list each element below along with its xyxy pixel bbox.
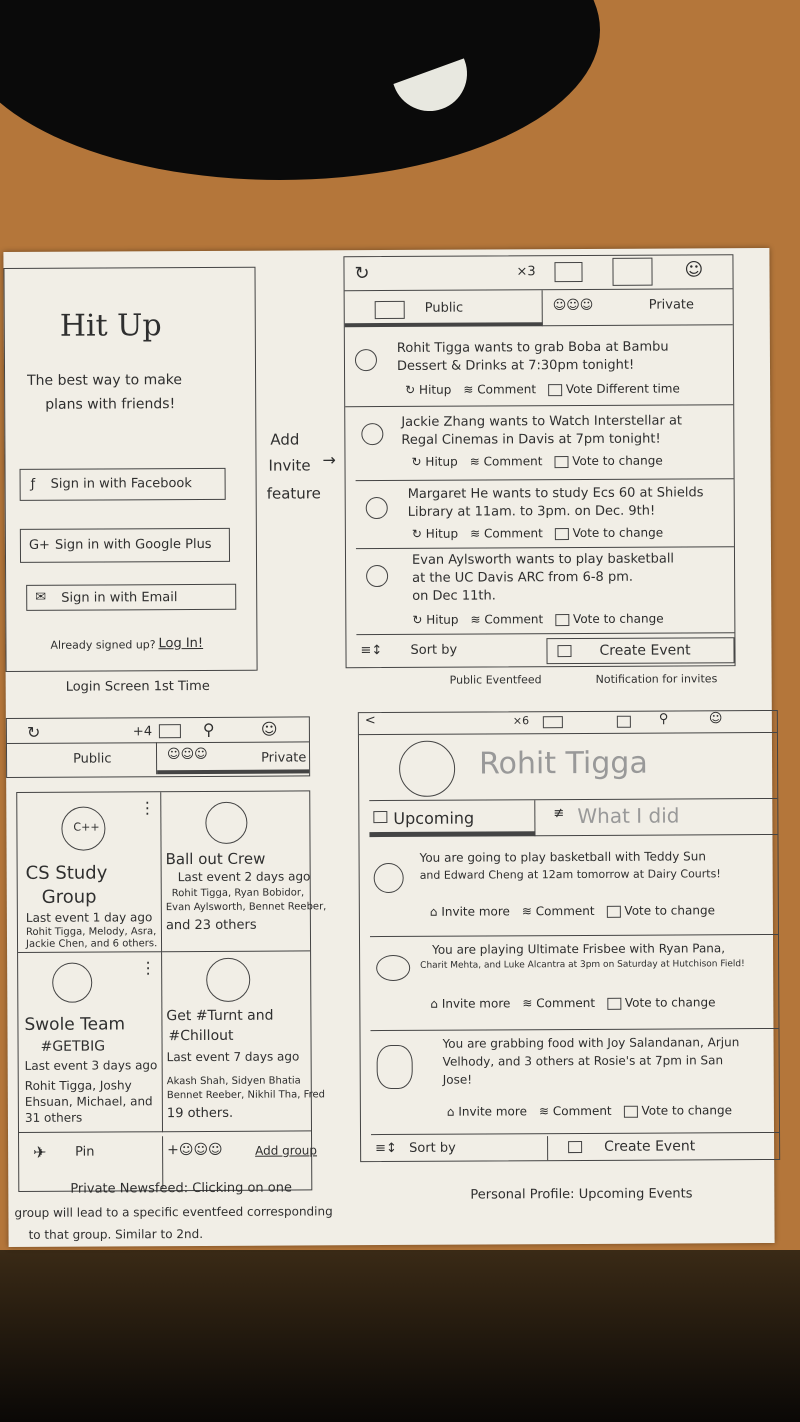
already-signed-up: Already signed up?	[50, 638, 156, 652]
invite-more-button[interactable]: ⌂ Invite more	[446, 1104, 527, 1119]
group-card[interactable]	[17, 792, 162, 953]
annotation-line-1: Add	[270, 430, 300, 449]
notification-count: +4	[132, 724, 153, 740]
sort-icon: ≡↕	[360, 643, 383, 659]
profile-caption: Personal Profile: Upcoming Events	[470, 1186, 693, 1203]
vote-button[interactable]: Vote to change	[555, 612, 663, 627]
comment-icon: ≋	[470, 612, 481, 627]
event-line-1: You are going to play basketball with Teddy Sun	[419, 849, 706, 865]
add-group-label: Add group	[255, 1143, 318, 1158]
comment-icon: ≋	[538, 1104, 550, 1119]
tab-public[interactable]	[7, 742, 157, 775]
invite-icon[interactable]	[543, 716, 563, 728]
profile-top-bar	[359, 711, 777, 735]
dumbbell-icon	[52, 963, 92, 1003]
avatar	[361, 423, 383, 445]
members-2: Bennet Reeber, Nikhil Tha, Fred	[166, 1089, 326, 1102]
last-event: Last event 7 days ago	[166, 1049, 300, 1065]
public-feed-screen	[343, 254, 735, 668]
event-line-2: Charit Mehta, and Luke Alcantra at 3pm on Saturday at Hutchison Field!	[420, 959, 745, 971]
login-caption: Login Screen 1st Time	[65, 678, 210, 695]
event-item[interactable]	[356, 549, 734, 635]
private-caption-1: Private Newsfeed: Clicking on one	[70, 1180, 293, 1197]
profile-bottom-bar	[371, 1135, 779, 1163]
last-event: Last event 3 days ago	[24, 1058, 158, 1073]
arrow-icon: →	[322, 450, 336, 470]
public-icon	[375, 301, 405, 319]
pin-icon: ✈	[33, 1142, 47, 1162]
group-grid	[16, 790, 327, 1192]
create-icon	[557, 645, 571, 657]
vote-button[interactable]: Vote Different time	[548, 381, 680, 396]
comment-icon: ≋	[521, 904, 532, 919]
upcoming-event[interactable]	[370, 1031, 779, 1135]
members-3: and 23 others	[165, 917, 257, 934]
event-line-1: Margaret He wants to study Ecs 60 at Shields	[407, 485, 704, 502]
mail-icon: ✉	[35, 589, 47, 605]
comment-button[interactable]: ≋ Comment	[522, 995, 596, 1011]
avatar	[366, 497, 388, 519]
hitup-icon: ↻	[405, 382, 416, 397]
notification-count: ×6	[512, 714, 530, 728]
invite-icon[interactable]	[159, 724, 181, 738]
house-icon: ⌂	[429, 904, 438, 919]
last-event: Last event 2 days ago	[177, 869, 311, 885]
members-2: Ehsuan, Michael, and	[24, 1094, 153, 1109]
group-name-2: #GETBIG	[40, 1038, 106, 1055]
tab-public-label: Public	[424, 300, 464, 316]
tagline-2: plans with friends!	[45, 396, 176, 413]
tab-private-label: Private	[648, 297, 695, 313]
hitup-button[interactable]: ↻ Hitup	[411, 526, 459, 541]
comment-icon: ≋	[469, 454, 480, 469]
desk-lamp	[0, 0, 600, 180]
back-icon[interactable]: <	[364, 713, 376, 729]
search-icon[interactable]	[612, 258, 652, 286]
tab-public[interactable]	[345, 290, 543, 327]
cpp-icon: C++	[73, 820, 100, 834]
hitup-icon: ↻	[411, 526, 422, 541]
event-item[interactable]	[355, 409, 733, 481]
members-1: Rohit Tigga, Ryan Bobidor,	[171, 887, 305, 900]
event-item[interactable]	[356, 481, 734, 549]
tab-private[interactable]	[157, 741, 309, 774]
list-icon: ≢	[553, 806, 565, 822]
event-line-1: You are playing Ultimate Frisbee with Ryan Pana,	[432, 941, 726, 957]
login-link[interactable]: Log In!	[158, 635, 204, 652]
create-icon	[568, 1141, 582, 1153]
login-screen	[3, 267, 257, 672]
vote-button[interactable]: Vote to change	[607, 903, 715, 918]
profile-screen	[358, 710, 780, 1162]
public-bottom-bar	[356, 635, 734, 667]
tab-private-label: Private	[261, 750, 307, 766]
calendar-icon	[373, 811, 387, 823]
create-event-button[interactable]	[547, 1135, 779, 1160]
event-line-2: Regal Cinemas in Davis at 7pm tonight!	[401, 431, 661, 448]
house-icon: ⌂	[430, 996, 439, 1011]
frisbee-icon	[376, 955, 410, 981]
tab-upcoming[interactable]	[369, 800, 535, 837]
tab-upcoming-label: Upcoming	[393, 808, 475, 828]
create-event-label: Create Event	[604, 1138, 696, 1155]
private-caption-3: to that group. Similar to 2nd.	[28, 1226, 204, 1242]
app-title: Hit Up	[59, 308, 162, 344]
last-event: Last event 1 day ago	[25, 910, 153, 925]
vote-icon	[607, 905, 621, 917]
public-feed-caption: Public Eventfeed	[449, 673, 542, 687]
tagline-1: The best way to make	[27, 372, 183, 389]
event-line-1: You are grabbing food with Joy Salandanan, Arjun	[442, 1035, 740, 1051]
email-button-label: Sign in with Email	[61, 590, 178, 606]
group-name-1: Ball out Crew	[165, 849, 266, 869]
vote-icon	[555, 614, 569, 626]
avatar	[355, 349, 377, 371]
profile-icon[interactable]: ☺	[708, 711, 723, 727]
group-name-1: CS Study	[25, 862, 108, 884]
google-icon: G+	[28, 537, 50, 553]
comment-icon: ≋	[522, 996, 533, 1011]
event-line-2: at the UC Davis ARC from 6-8 pm.	[412, 569, 634, 586]
more-icon[interactable]: ⋮	[140, 958, 157, 978]
comment-button[interactable]: ≋ Comment	[463, 382, 537, 397]
notification-count: ×3	[516, 264, 536, 280]
email-signin-button[interactable]	[26, 584, 236, 611]
vote-icon	[554, 456, 568, 468]
mug-icon	[206, 958, 250, 1002]
comment-button[interactable]: ≋ Comment	[470, 612, 544, 627]
google-button-label: Sign in with Google Plus	[54, 536, 212, 553]
hitup-icon: ↻	[412, 612, 423, 627]
members-2: Jackie Chen, and 6 others.	[25, 938, 158, 950]
tab-private[interactable]	[543, 289, 733, 326]
group-card[interactable]	[162, 951, 326, 1132]
comment-button[interactable]: ≋ Comment	[470, 526, 543, 541]
event-line-3: Jose!	[442, 1072, 473, 1087]
facebook-icon: ƒ	[30, 476, 36, 492]
comment-button[interactable]: ≋ Comment	[469, 454, 543, 469]
group-icon: ☺☺☺	[552, 297, 594, 314]
vote-icon	[548, 384, 562, 396]
vote-icon	[555, 528, 569, 540]
group-icon: ☺☺☺	[166, 746, 208, 763]
invite-more-button[interactable]: ⌂ Invite more	[429, 904, 510, 919]
tab-what-i-did-label: What I did	[577, 803, 680, 829]
vote-button[interactable]: Vote to change	[624, 1103, 732, 1118]
basketball-icon	[374, 863, 404, 893]
hitup-icon: ↻	[411, 454, 422, 469]
house-icon: ⌂	[446, 1104, 455, 1119]
tab-public-label: Public	[73, 751, 112, 767]
basketball-icon	[205, 802, 247, 844]
tab-what-i-did[interactable]	[535, 799, 777, 836]
avatar	[366, 565, 388, 587]
invite-more-button[interactable]: ⌂ Invite more	[430, 996, 511, 1011]
refresh-icon[interactable]: ↻	[26, 722, 41, 742]
members-3: 19 others.	[166, 1105, 234, 1122]
hitup-button[interactable]: ↻ Hitup	[411, 454, 458, 469]
invite-icon[interactable]	[554, 262, 582, 282]
facebook-signin-button[interactable]	[20, 468, 226, 501]
event-line-2: Velhody, and 3 others at Rosie's at 7pm in San	[442, 1053, 724, 1069]
group-name-1: Get #Turnt and	[166, 1007, 274, 1025]
sketch-paper	[3, 248, 774, 1247]
profile-header	[369, 735, 777, 801]
vote-icon	[624, 1105, 638, 1117]
upcoming-event[interactable]	[370, 937, 778, 1031]
members-2: Evan Aylsworth, Bennet Reeber,	[165, 901, 327, 914]
profile-icon[interactable]: ☺	[684, 259, 704, 281]
profile-avatar	[399, 741, 455, 797]
group-name-1: Swole Team	[24, 1014, 126, 1035]
event-line-2: and Edward Cheng at 12am tomorrow at Dairy Courts!	[419, 867, 721, 882]
annotation-line-2: Invite	[268, 456, 311, 475]
event-line-1: Rohit Tigga wants to grab Boba at Bambu	[396, 339, 669, 356]
add-people-icon: +☺☺☺	[167, 1141, 223, 1159]
comment-icon: ≋	[463, 382, 474, 397]
invite-notification-note: Notification for invites	[595, 672, 718, 686]
create-event-label: Create Event	[599, 642, 691, 659]
sort-by-button[interactable]: Sort by	[410, 642, 458, 658]
comment-button[interactable]: ≋ Comment	[521, 903, 595, 919]
sort-icon: ≡↕	[375, 1140, 397, 1157]
pin-label: Pin	[75, 1144, 95, 1160]
group-card[interactable]	[18, 952, 163, 1133]
profile-name: Rohit Tigga	[478, 745, 648, 782]
more-icon[interactable]: ⋮	[139, 798, 156, 818]
vote-button[interactable]: Vote to change	[607, 995, 715, 1010]
upcoming-event[interactable]	[370, 845, 778, 937]
vote-icon	[607, 997, 621, 1009]
annotation-line-3: feature	[266, 484, 321, 503]
event-line-2: Dessert & Drinks at 7:30pm tonight!	[396, 357, 635, 374]
google-signin-button[interactable]	[20, 528, 230, 563]
refresh-icon[interactable]: ↻	[354, 263, 370, 285]
event-line-1: Jackie Zhang wants to Watch Interstellar at	[401, 413, 683, 430]
event-line-1: Evan Aylsworth wants to play basketball	[411, 551, 675, 568]
profile-icon[interactable]: ☺	[260, 719, 278, 739]
public-top-bar	[344, 255, 732, 291]
group-name-2: Group	[41, 886, 97, 908]
members-1: Rohit Tigga, Joshy	[24, 1078, 132, 1093]
event-line-3: on Dec 11th.	[412, 588, 496, 604]
group-card[interactable]	[161, 791, 327, 952]
comment-icon: ≋	[470, 526, 481, 541]
group-name-2: #Chillout	[168, 1027, 234, 1045]
hitup-button[interactable]: ↻ Hitup	[405, 382, 452, 397]
private-caption-2: group will lead to a specific eventfeed corresponding	[14, 1204, 333, 1220]
table-shadow	[0, 1250, 800, 1422]
create-icon[interactable]	[617, 716, 631, 728]
comment-button[interactable]: ≋ Comment	[538, 1103, 612, 1119]
members-1: Rohit Tigga, Melody, Asra,	[25, 926, 157, 938]
facebook-button-label: Sign in with Facebook	[50, 476, 192, 492]
hitup-button[interactable]: ↻ Hitup	[412, 612, 459, 627]
create-event-button[interactable]	[546, 637, 734, 664]
search-icon[interactable]: ⚲	[658, 711, 669, 727]
members-1: Akash Shah, Sidyen Bhatia	[166, 1075, 301, 1088]
members-3: 31 others	[24, 1110, 83, 1125]
event-line-2: Library at 11am. to 3pm. on Dec. 9th!	[407, 503, 656, 520]
food-icon	[377, 1045, 413, 1089]
vote-button[interactable]: Vote to change	[554, 454, 662, 469]
private-header	[6, 716, 310, 778]
search-icon[interactable]: ⚲	[202, 719, 215, 739]
vote-button[interactable]: Vote to change	[555, 526, 663, 541]
sort-by-button[interactable]: Sort by	[409, 1140, 456, 1156]
event-item[interactable]	[345, 333, 733, 407]
